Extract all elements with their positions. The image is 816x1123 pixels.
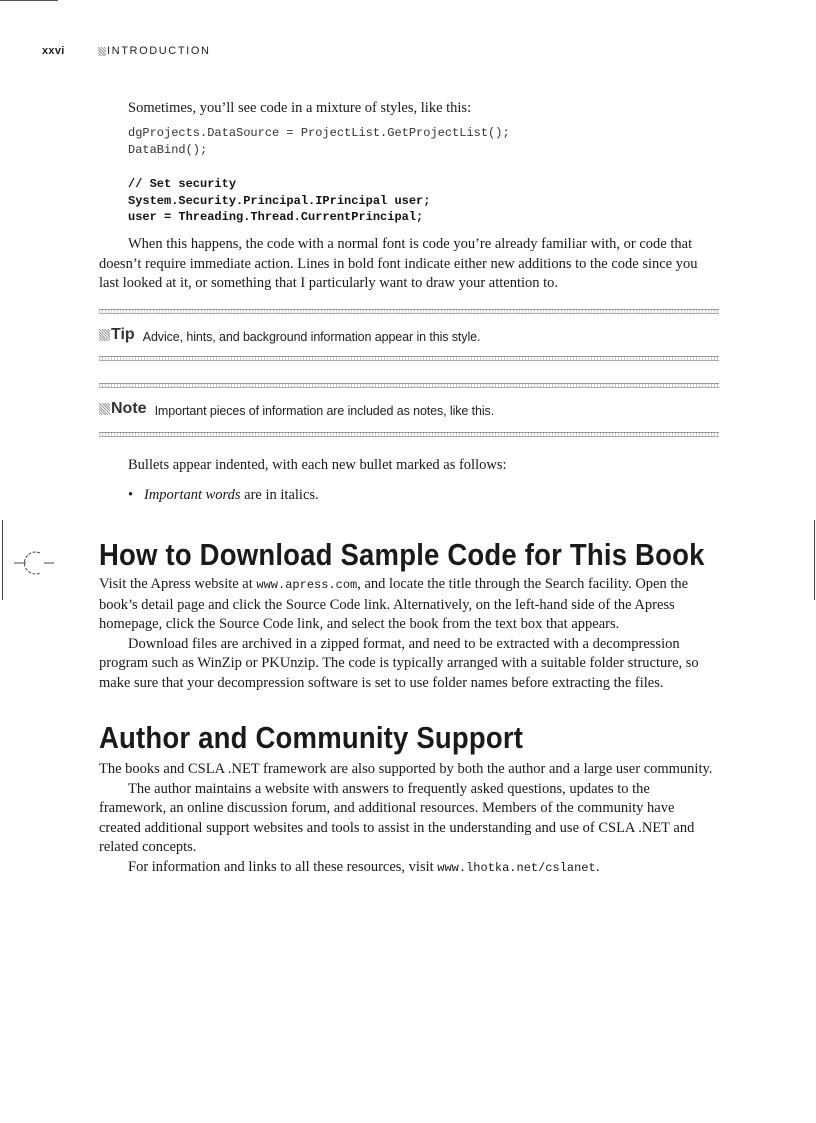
bullet-icon: • xyxy=(128,487,134,503)
code-explanation-block xyxy=(99,235,719,294)
margin-rule-left xyxy=(2,520,3,600)
note-label: Note xyxy=(99,400,147,418)
margin-rule-right xyxy=(814,520,815,600)
download-paragraph-1: Visit the Apress website at www.apress.com, and locate the title through the Search facility. Open the book’s detail page and click the Source Code link. Alternatively, on the left-hand side of the Apress homepage, click the Source Code link, and select the book from the text box that appears. xyxy=(99,576,689,632)
crop-mark-top xyxy=(0,0,58,1)
page-number: xxvi xyxy=(42,45,65,57)
bullets-intro: Bullets appear indented, with each new bullet marked as follows: xyxy=(128,457,507,473)
support-paragraph-3: For information and links to all these resources, visit www.lhotka.net/cslanet. xyxy=(128,858,600,875)
download-heading: How to Download Sample Code for This Book xyxy=(99,537,705,572)
registration-mark-icon xyxy=(6,548,58,578)
tip-rule-bottom xyxy=(99,356,719,361)
bullet-text: are in italics. xyxy=(240,487,319,503)
apress-url-link[interactable]: www.apress.com xyxy=(256,578,358,592)
running-head-title: INTRODUCTION xyxy=(107,45,211,57)
code-line: DataBind(); xyxy=(128,142,208,157)
note-callout xyxy=(99,400,719,422)
running-head xyxy=(42,44,211,58)
tip-callout xyxy=(99,326,719,348)
support-paragraph-2: The author maintains a website with answers to frequently asked questions, updates to the framework, an online discussion forum, and additional resources. Members of the community have created additional support websites and tools to assist in the understanding and use of CSLA .NET and related concepts. xyxy=(99,780,695,855)
note-marker-icon xyxy=(99,403,110,415)
lhotka-url-link[interactable]: www.lhotka.net/cslanet xyxy=(437,860,596,875)
intro-sentence: Sometimes, you’ll see code in a mixture of styles, like this: xyxy=(128,100,472,116)
tip-text: Advice, hints, and background information appear in this style. xyxy=(142,330,481,344)
bullets-intro-block xyxy=(99,456,719,476)
code-bold xyxy=(128,176,430,226)
support-paragraph-1: The books and CSLA .NET framework are also supported by both the author and a large user community. xyxy=(99,761,713,777)
code-line-bold: user = Threading.Thread.CurrentPrincipal; xyxy=(128,210,424,224)
bullet-emphasis: Important words xyxy=(144,487,241,503)
download-paragraph-2: Download files are archived in a zipped format, and need to be extracted with a decompression program such as WinZip or PKUnzip. The code is typically arranged with a suitable folder structure, so make sure that your decompression software is set to use folder names before extracting the files. xyxy=(99,635,699,691)
note-rule-top xyxy=(99,383,719,388)
intro-sentence-block xyxy=(99,99,719,119)
code-line: dgProjects.DataSource = ProjectList.GetProjectList(); xyxy=(128,126,510,140)
note-text: Important pieces of information are included as notes, like this. xyxy=(154,404,495,418)
note-rule-bottom xyxy=(99,432,719,437)
download-section-body xyxy=(99,575,719,693)
code-line-bold: System.Security.Principal.IPrincipal user; xyxy=(128,193,431,208)
code-line-bold: // Set security xyxy=(128,177,237,191)
tip-label: Tip xyxy=(99,326,135,344)
section-marker-icon xyxy=(98,47,106,56)
tip-rule-top xyxy=(99,309,719,314)
code-explanation: When this happens, the code with a normal font is code you’re already familiar with, or code that doesn’t require immediate action. Lines in bold font indicate either new additions to the code since you last looked at it, or something that I particularly want to draw your attention to. xyxy=(99,236,698,291)
support-heading: Author and Community Support xyxy=(99,720,524,755)
code-normal xyxy=(128,125,510,158)
tip-marker-icon xyxy=(99,329,110,341)
support-section-body xyxy=(99,760,719,878)
bullet-item xyxy=(128,486,319,505)
